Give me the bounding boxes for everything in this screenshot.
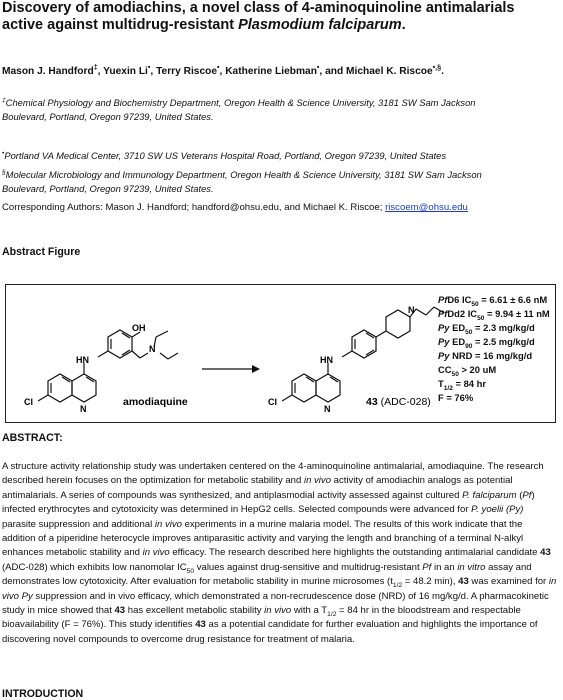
- author-mark: •: [217, 63, 220, 72]
- author-name: Mason J. Handford: [2, 66, 94, 77]
- arrow-head: [252, 365, 260, 373]
- piperidine-ring: [386, 310, 410, 338]
- affiliation-text: Molecular Microbiology and Immunology Department, Oregon Health & Science University, 3181 SW Sam Jackson: [5, 169, 482, 180]
- author-sep: , and: [319, 66, 347, 77]
- mol2-cl-label: Cl: [268, 397, 277, 407]
- affiliation-text: Boulevard, Portland, Oregon 97239, United States.: [2, 111, 214, 122]
- mol1-quinoline-n-label: N: [80, 404, 87, 414]
- introduction-heading: INTRODUCTION: [2, 688, 84, 700]
- prop-ed50: Py $ED_{50} = 2.3$ mg/kg/d: [438, 322, 535, 336]
- mol2-piperidine-n-label: N: [408, 305, 415, 315]
- compound-properties: [438, 293, 550, 405]
- quinoline-ring-b: [72, 374, 96, 402]
- amodiaquine-structure: [38, 330, 256, 402]
- author-end: .: [441, 66, 444, 77]
- affiliation-mark: •: [2, 149, 5, 157]
- author-name: Yuexin Li: [103, 66, 148, 77]
- mol1-cl-label: Cl: [24, 397, 33, 407]
- email-link[interactable]: riscoem@ohsu.edu: [385, 202, 468, 213]
- author-sep: ,: [150, 66, 157, 77]
- prop-pfd6: PfD6 $IC_{50} = 6.61 \pm 6.6$ nM: [438, 294, 548, 308]
- author-name: Katherine Liebman: [225, 66, 317, 77]
- abstract-body: [2, 460, 558, 647]
- affiliation-text: Portland VA Medical Center, 3710 SW US Veterans Hospital Road, Portland, Oregon 97239, United States: [4, 150, 447, 161]
- author-mark: •,§: [432, 63, 442, 72]
- author-mark: •: [316, 63, 320, 72]
- affiliation-2: [2, 149, 558, 163]
- author-name: Terry Riscoe: [156, 66, 218, 77]
- author-mark: •: [147, 63, 151, 72]
- author-sep: ,: [219, 66, 226, 77]
- mol1-oh-label: OH: [132, 323, 146, 333]
- title-line-2: [2, 17, 560, 34]
- abstract-figure: [5, 284, 556, 423]
- corresponding-authors: [2, 202, 558, 213]
- affiliation-text: Chemical Physiology and Biochemistry Department, Oregon Health & Science University, 3181 SW Sam Jackson: [5, 97, 476, 108]
- affiliation-mark: §: [2, 168, 6, 176]
- prop-nrd: Py NRD = 16 mg/kg/d: [438, 350, 533, 361]
- abstract-figure-heading: Abstract Figure: [2, 246, 81, 258]
- prop-pfdd2: PfDd2 $IC_{50} = 9.94 \pm 11$ nM: [438, 308, 550, 322]
- prop-bioavailability: F = 76%: [438, 392, 474, 403]
- title-line-1: Discovery of amodiachins, a novel class of 4-aminoquinoline antimalarials: [2, 0, 515, 16]
- author-mark: ‡: [93, 63, 98, 72]
- affiliation-text: Boulevard, Portland, Oregon 97239, United States.: [2, 183, 214, 194]
- mol1-hn-label: HN: [76, 355, 89, 365]
- author-sep: ,: [97, 66, 104, 77]
- title-text: active against multidrug-resistant: [2, 17, 239, 33]
- corresponding-text: Corresponding Authors: Mason J. Handford; handford@ohsu.edu, and Michael K. Riscoe;: [2, 202, 386, 213]
- abstract-heading: ABSTRACT:: [2, 432, 63, 444]
- prop-ed90: Py $ED_{90} = 2.5$ mg/kg/d: [438, 336, 535, 350]
- title-species: Plasmodium falciparum: [238, 17, 402, 33]
- mol2-quinoline-n-label: N: [324, 404, 331, 414]
- affiliation-mark: ‡: [2, 96, 6, 104]
- author-list: [2, 63, 558, 77]
- prop-cc50: $CC_{50} > 20$ uM: [438, 364, 497, 378]
- author-name: Michael K. Riscoe: [346, 66, 433, 77]
- mol1-amine-n-label: N: [149, 344, 156, 354]
- affiliation-3: [2, 168, 558, 196]
- paper-title: [2, 0, 560, 34]
- compound-number: 43: [366, 396, 378, 408]
- affiliation-1: [2, 96, 558, 124]
- compound-code: (ADC-028): [377, 396, 431, 408]
- quinoline-ring-b: [316, 374, 340, 402]
- title-period: .: [401, 17, 406, 33]
- compound-43-structure: [282, 307, 444, 402]
- abstract-paragraph: A structure activity relationship study was undertaken centered on the 4-aminoquinoline antimalarial, amodiaquine. The research described herein focuses on the optimization for metabolic stability and in vivo activity of amodiachin analogs as potential antimalarials. A series of compounds was synthesized, and antiplasmodial activity assessed against cultured P. falciparum (Pf) infected erythrocytes and cytotoxicity was determined in HepG2 cells. Selected compounds were advanced for P. yoelii (Py) parasite suppression and additional in vivo experiments in a murine malaria model. The results of this work indicate that the addition of a piperidine heterocycle improves antiparasitic activity and varying the length and branching of a terminal N-alkyl enhances metabolic stability and in vivo efficacy. The research described here highlights the outstanding antimalarial candidate 43 (ADC-028) which exhibits low nanomolar $IC_{50}$ values against drug-sensitive and multidrug-resistant Pf in an in vitro assay and demonstrates low cytotoxicity. After evaluation for metabolic stability in murine microsomes ($t_{1/2} = 48.2$ min), 43 was examined for in vivo Py suppression and in vivo efficacy, which demonstrated a non-recrudescence dose (NRD) of 16 mg/kg/d. A pharmacokinetic study in mice showed that 43 has excellent metabolic stability in vivo with a $T_{1/2} = 84$ hr in the bloodstream and respectable bioavailability (F = 76%). This study identifies 43 as a potential candidate for further evaluation and highlights the importance of discovering novel compounds to overcome drug resistance for treatment of malaria.: [2, 461, 557, 645]
- mol2-hn-label: HN: [320, 355, 333, 365]
- prop-half-life: $T_{1/2} = 84$ hr: [438, 378, 486, 392]
- amodiaquine-label: amodiaquine: [123, 396, 188, 408]
- compound-43-label: [366, 396, 431, 408]
